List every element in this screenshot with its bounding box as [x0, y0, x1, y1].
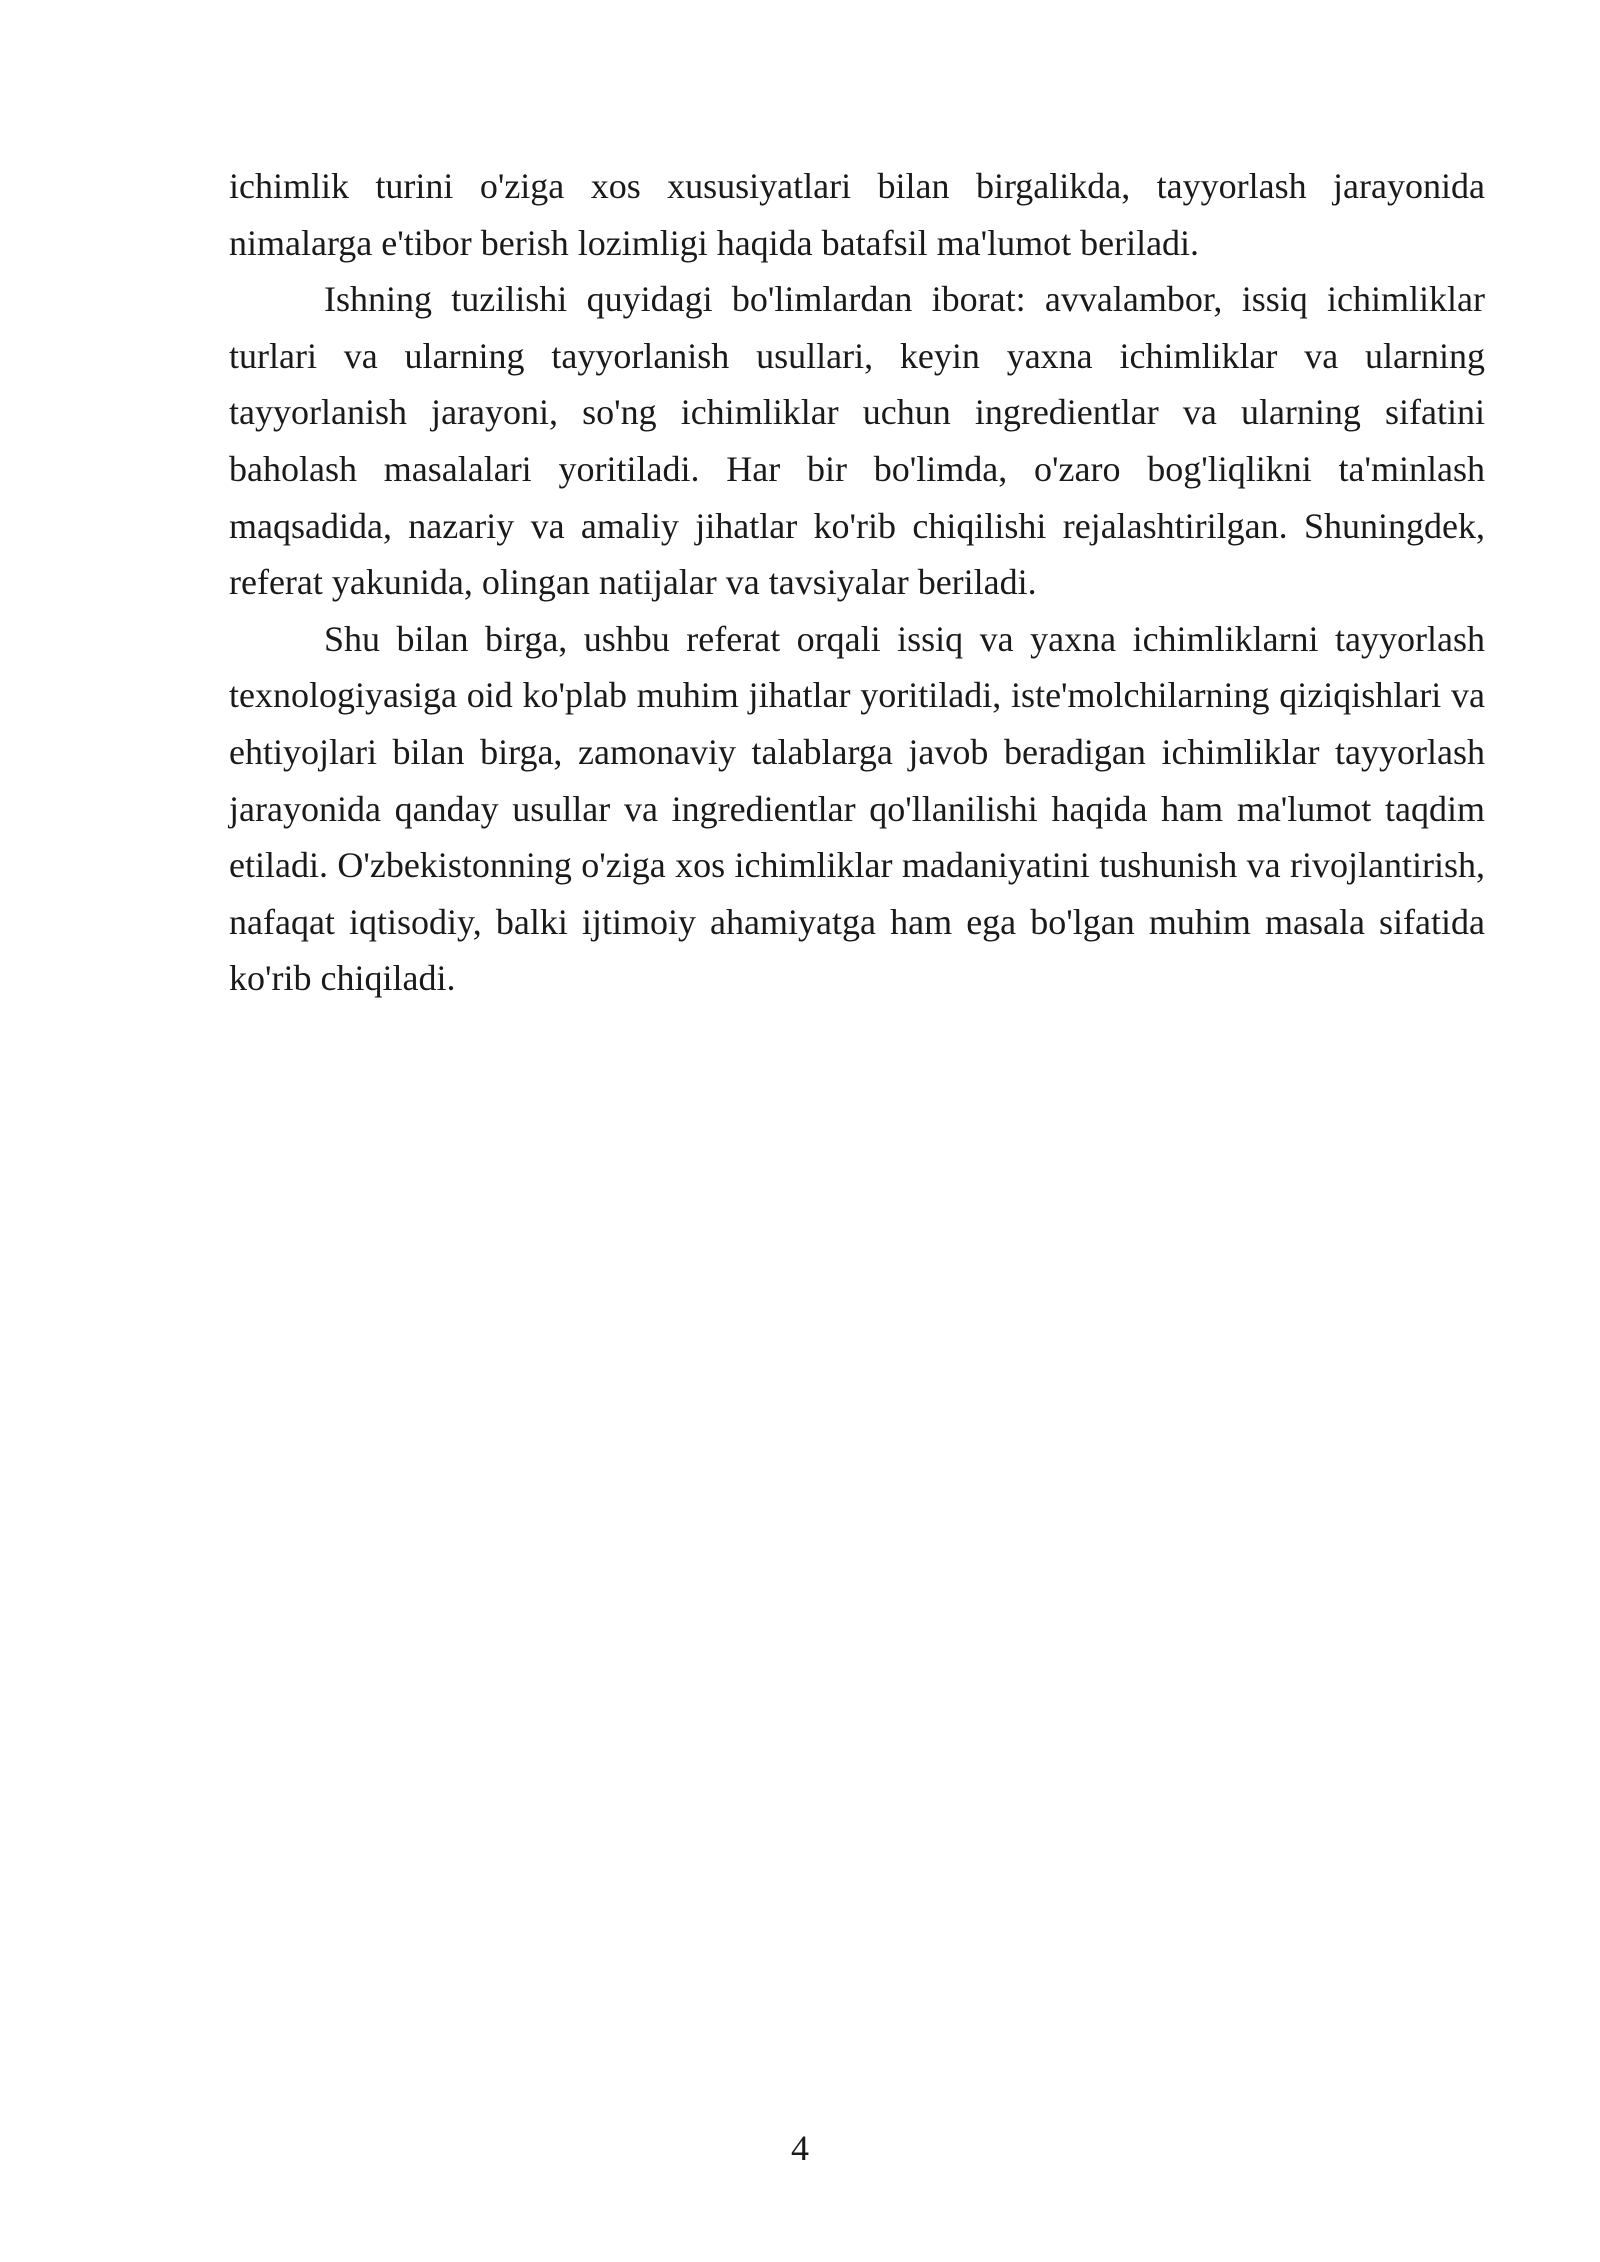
page-number: 4 — [791, 2128, 809, 2168]
paragraph-summary: Shu bilan birga, ushbu referat orqali issiq va yaxna ichimliklarni tayyorlash texnologiyasiga oid ko'plab muhim jihatlar yoritiladi, iste'molchilarning qiziqishlari va ehtiyojlari bilan birga, zamonaviy talablarga javob beradigan ichimliklar tayyorlash jarayonida qanday usullar va ingredientlar qo'llanilishi haqida ham ma'lumot taqdim etiladi. O'zbekistonning o'ziga xos ichimliklar madaniyatini tushunish va rivojlantirish, nafaqat iqtisodiy, balki ijtimoiy ahamiyatga ham ega bo'lgan muhim masala sifatida ko'rib chiqiladi. — [229, 618, 1485, 999]
paragraph-continuation: ichimlik turini o'ziga xos xususiyatlari bilan birgalikda, tayyorlash jarayonida nimalarga e'tibor berish lozimligi haqida batafsil ma'lumot beriladi. — [229, 166, 1485, 263]
body-text — [229, 158, 1485, 1007]
paragraph-structure: Ishning tuzilishi quyidagi bo'limlardan iborat: avvalambor, issiq ichimliklar turlari va ularning tayyorlanish usullari, keyin yaxna ichimliklar va ularning tayyorlanish jarayoni, so'ng ichimliklar uchun ingredientlar va ularning sifatini baholash masalalari yoritiladi. Har bir bo'limda, o'zaro bog'liqlikni ta'minlash maqsadida, nazariy va amaliy jihatlar ko'rib chiqilishi rejalashtirilgan. Shuningdek, referat yakunida, olingan natijalar va tavsiyalar beriladi. — [229, 279, 1485, 603]
